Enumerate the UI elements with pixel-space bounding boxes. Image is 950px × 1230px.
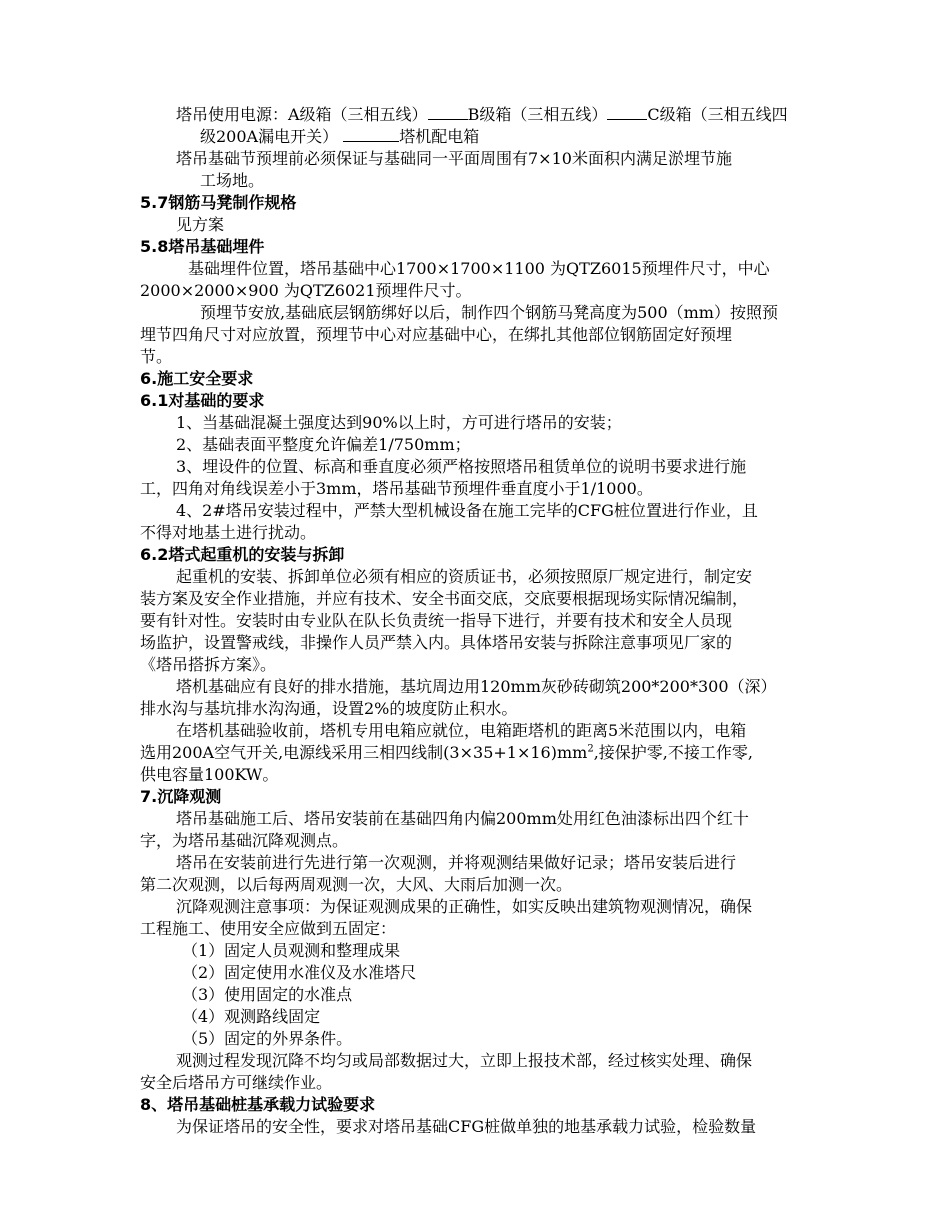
paragraph-line	[140, 742, 840, 764]
section-heading-6-2: 6.2塔式起重机的安装与拆卸	[140, 545, 345, 564]
document-page	[140, 104, 840, 1138]
list-item: （3）使用固定的水准点	[182, 985, 353, 1004]
paragraph-line: 工场地。	[200, 171, 265, 190]
power-c-level-text: C级箱（三相五线四	[647, 105, 788, 124]
paragraph-line: 要有针对性。安装时由专业队在队长负责统一指导下进行，并要有技术和安全人员现	[140, 611, 733, 630]
paragraph-line: 观测过程发现沉降不均匀或局部数据过大，立即上报技术部，经过核实处理、确保	[176, 1051, 753, 1070]
paragraph-line: 塔吊基础施工后、塔吊安装前在基础四角内偏200mm处用红色油漆标出四个红十	[176, 809, 749, 828]
section-heading-6-1: 6.1对基础的要求	[140, 391, 265, 410]
paragraph-line: 塔吊在安装前进行先进行第一次观测，并将观测结果做好记录；塔吊安装后进行	[176, 853, 737, 872]
power-a-level-text: 塔吊使用电源：A级箱（三相五线）	[176, 105, 428, 124]
list-item: 1、当基础混凝土强度达到90%以上时，方可进行塔吊的安装；	[176, 413, 622, 432]
paragraph-line: 见方案	[176, 215, 225, 234]
paragraph-line: 为保证塔吊的安全性，要求对塔吊基础CFG桩做单独的地基承载力试验，检验数量	[176, 1117, 757, 1136]
list-item: 4、2#塔吊安装过程中，严禁大型机械设备在施工完毕的CFG桩位置进行作业，且	[176, 501, 758, 520]
list-item: （5）固定的外界条件。	[182, 1029, 353, 1048]
power-a-blank	[428, 104, 468, 120]
section-heading-8: 8、塔吊基础桩基承载力试验要求	[140, 1095, 376, 1114]
section-heading-7: 7.沉降观测	[140, 787, 222, 806]
list-item: （2）固定使用水准仪及水准塔尺	[182, 963, 417, 982]
list-item-cont: 工，四角对角线误差小于3mm，塔吊基础节预埋件垂直度小于1/1000。	[140, 479, 653, 498]
paragraph-line: 塔机基础应有良好的排水措施，基坑周边用120mm灰砂砖砌筑200*200*300（深）	[176, 677, 777, 696]
power-c-level-cont: 级200A漏电开关）	[200, 127, 339, 146]
paragraph-line: 装方案及安全作业措施，并应有技术、安全书面交底，交底要根据现场实际情况编制，	[140, 589, 749, 608]
paragraph-line: 《塔吊搭拆方案》。	[140, 655, 277, 674]
paragraph-line: 在塔机基础验收前，塔机专用电箱应就位，电箱距塔机的距离5米范围以内，电箱	[176, 721, 747, 740]
list-item: 3、埋设件的位置、标高和垂直度必须严格按照塔吊租赁单位的说明书要求进行施	[176, 457, 747, 476]
power-distribution-box-text: 塔机配电箱	[399, 127, 480, 146]
paragraph-line: 沉降观测注意事项：为保证观测成果的正确性，如实反映出建筑物观测情况，确保	[176, 897, 753, 916]
superscript-2: 2	[587, 743, 594, 755]
paragraph-line: 场监护，设置警戒线，非操作人员严禁入内。具体塔吊安装与拆除注意事项见厂家的	[140, 633, 733, 652]
section-heading-6: 6.施工安全要求	[140, 369, 254, 388]
power-cable-spec: 选用200A空气开关,电源线采用三相四线制(3×35+1×16)mm	[140, 743, 588, 762]
paragraph-line: 节。	[140, 347, 173, 366]
paragraph-line: 塔吊基础节预埋前必须保证与基础同一平面周围有7×10米面积内满足淤埋节施	[176, 149, 732, 168]
list-item-cont: 不得对地基土进行扰动。	[140, 523, 317, 542]
paragraph-line: 预埋节安放,基础底层钢筋绑好以后，制作四个钢筋马凳高度为500（mm）按照预	[200, 303, 778, 322]
grounding-spec: ,接保护零,不接工作零,	[593, 743, 753, 762]
paragraph-line: 起重机的安装、拆卸单位必须有相应的资质证书，必须按照原厂规定进行，制定安	[176, 567, 753, 586]
paragraph-line: 基础埋件位置，塔吊基础中心1700×1700×1100 为QTZ6015预埋件尺寸，中心	[188, 259, 770, 278]
paragraph-line: 第二次观测，以后每两周观测一次，大风、大雨后加测一次。	[140, 875, 573, 894]
power-line-1	[140, 104, 840, 126]
paragraph-line: 字，为塔吊基础沉降观测点。	[140, 831, 349, 850]
paragraph-line: 工程施工、使用安全应做到五固定：	[140, 919, 397, 938]
paragraph-line: 2000×2000×900 为QTZ6021预埋件尺寸。	[140, 281, 472, 300]
paragraph-line: 排水沟与基坑排水沟沟通，设置2%的坡度防止积水。	[140, 699, 518, 718]
power-b-level-text: B级箱（三相五线）	[467, 105, 608, 124]
list-item: 2、基础表面平整度允许偏差1/750mm；	[176, 435, 471, 454]
power-line-2	[140, 126, 840, 148]
paragraph-line: 安全后塔吊方可继续作业。	[140, 1073, 333, 1092]
paragraph-line: 供电容量100KW。	[140, 765, 279, 784]
power-c-blank	[343, 126, 399, 142]
section-heading-5-7: 5.7钢筋马凳制作规格	[140, 193, 297, 212]
list-item: （4）观测路线固定	[182, 1007, 321, 1026]
paragraph-line: 埋节四角尺寸对应放置，预埋节中心对应基础中心，在绑扎其他部位钢筋固定好预埋	[140, 325, 733, 344]
section-heading-5-8: 5.8塔吊基础埋件	[140, 237, 265, 256]
power-b-blank	[607, 104, 647, 120]
list-item: （1）固定人员观测和整理成果	[182, 941, 401, 960]
